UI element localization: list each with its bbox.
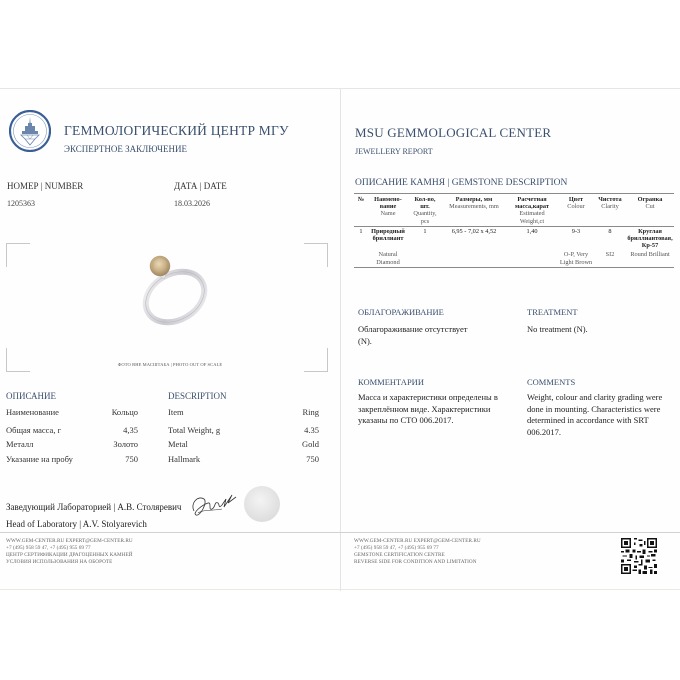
description-heading-en: DESCRIPTION [168, 391, 227, 401]
label: Metal [168, 439, 188, 449]
number-label: НОМЕР | NUMBER [7, 181, 84, 191]
cell-clarity-en: SI2 [605, 251, 615, 259]
comments-heading-en: COMMENTS [527, 377, 576, 387]
jewellery-report-sheet [0, 88, 680, 590]
description-row-ru [6, 439, 138, 449]
treatment-heading-en: TREATMENT [527, 307, 578, 317]
value: 750 [125, 454, 138, 464]
footer-contacts-ru: WWW.GEM-CENTER.RU EXPERT@GEM-CENTER.RU +7 (495) 958 59 47, +7 (495) 955 69 77 ЦЕНТР СЕРТИФИКАЦИИ ДРАГОЦЕННЫХ КАМНЕЙ УСЛОВИЯ ИСПОЛЬЗОВАНИЯ НА ОБОРОТЕ [6, 538, 133, 565]
cell-clarity-ru: 8 [594, 226, 626, 250]
table-row [354, 226, 674, 250]
value: 4.35 [304, 425, 319, 435]
description-heading-ru: ОПИСАНИЕ [6, 391, 57, 401]
description-row-ru [6, 454, 138, 464]
ring-photo [120, 249, 220, 329]
header-weight: Расчетная масса,карат Estimated Weight,ct [514, 196, 550, 225]
header-name: Наимено-вание Name [374, 196, 402, 218]
description-row-ru [6, 425, 138, 435]
report-type-ru: ЭКСПЕРТНОЕ ЗАКЛЮЧЕНИЕ [64, 144, 187, 154]
label: Item [168, 407, 184, 417]
treatment-heading-ru: ОБЛАГОРАЖИВАНИЕ [358, 307, 444, 317]
page-fold-divider [340, 89, 341, 591]
cell-cut-ru: Круглая бриллиантовая, Кр-57 [627, 227, 673, 250]
header-measurements: Размеры, мм Measurements, mm [449, 196, 499, 211]
signatory-ru: Заведующий Лабораторией | А.В. Столяревич [6, 502, 182, 512]
comments-body-en: Weight, colour and clarity grading were done in mounting. Characteristics were determined in accordance with SRT 006.2017. [527, 392, 663, 437]
cell-colour-ru: 9-3 [558, 226, 594, 250]
label: Total Weight, g [168, 425, 221, 435]
date-value: 18.03.2026 [174, 199, 210, 208]
footer-rule [0, 532, 340, 533]
description-row-en [168, 407, 319, 417]
label: Металл [6, 439, 34, 449]
header-no: № [357, 196, 365, 203]
photo-caption: ФОТО ВНЕ МАСШТАБА | PHOTO OUT OF SCALE [117, 362, 223, 367]
qr-code-icon[interactable] [621, 538, 657, 574]
table-header-row [354, 194, 674, 227]
value: Золото [113, 439, 138, 449]
label: Общая масса, г [6, 425, 62, 435]
signature-icon [188, 489, 238, 524]
header-colour: Цвет Colour [567, 196, 585, 211]
gemstone-table [354, 193, 674, 268]
cell-colour-en: O-P, Very Light Brown [559, 251, 593, 266]
cell-cut-en: Round Brilliant [630, 251, 670, 259]
value: Ring [302, 407, 319, 417]
number-value: 1205363 [7, 199, 35, 208]
description-row-en [168, 439, 319, 449]
treatment-body-en: No treatment (N). [527, 324, 588, 334]
value: 4,35 [123, 425, 138, 435]
cell-name-ru: Природный бриллиант [368, 226, 408, 250]
description-row-ru [6, 407, 138, 417]
label: Наименование [6, 407, 59, 417]
treatment-body-ru: Облагораживание отсутствует (N). [358, 324, 468, 346]
cell-measurements: 6,95 - 7,02 x 4,52 [442, 226, 506, 250]
description-row-en [168, 454, 319, 464]
value: Кольцо [111, 407, 138, 417]
label: Указание на пробу [6, 454, 73, 464]
photo-frame-corner [6, 243, 30, 267]
cell-weight: 1,40 [506, 226, 558, 250]
org-title-en: MSU GEMMOLOGICAL CENTER [355, 125, 552, 140]
table-row-en [354, 250, 674, 267]
cell-name-en: Natural Diamond [376, 251, 400, 266]
photo-frame-corner [6, 348, 30, 372]
value: 750 [306, 454, 319, 464]
description-row-en [168, 425, 319, 435]
footer-rule [340, 532, 680, 533]
comments-heading-ru: КОММЕНТАРИИ [358, 377, 424, 387]
report-type-en: JEWELLERY REPORT [355, 147, 433, 156]
msu-logo-icon [9, 110, 51, 152]
header-cut: Огранка Cut [637, 196, 663, 211]
header-quantity: Кол-во, шт. Quantity, pcs [413, 196, 437, 225]
footer-contacts-en: WWW.GEM-CENTER.RU EXPERT@GEM-CENTER.RU +7 (495) 958 59 47, +7 (495) 955 69 77 GEMSTONE CERTIFICATION CENTRE REVERSE SIDE FOR CONDITION AND LIMITATION [354, 538, 481, 565]
photo-frame-corner [304, 348, 328, 372]
photo-frame-corner [304, 243, 328, 267]
cell-quantity: 1 [408, 226, 442, 250]
label: Hallmark [168, 454, 201, 464]
gemstone-description-heading: ОПИСАНИЕ КАМНЯ | GEMSTONE DESCRIPTION [355, 178, 568, 188]
org-title-ru: ГЕММОЛОГИЧЕСКИЙ ЦЕНТР МГУ [64, 123, 289, 138]
date-label: ДАТА | DATE [174, 181, 227, 191]
cell-no: 1 [354, 226, 368, 250]
value: Gold [302, 439, 319, 449]
comments-body-ru: Масса и характеристики определены в закреплённом виде. Характеристики указаны по СТО 006.2017. [358, 392, 498, 425]
embossed-seal [244, 486, 280, 522]
header-clarity: Чистота Clarity [598, 196, 622, 211]
signatory-en: Head of Laboratory | A.V. Stolyarevich [6, 519, 147, 529]
